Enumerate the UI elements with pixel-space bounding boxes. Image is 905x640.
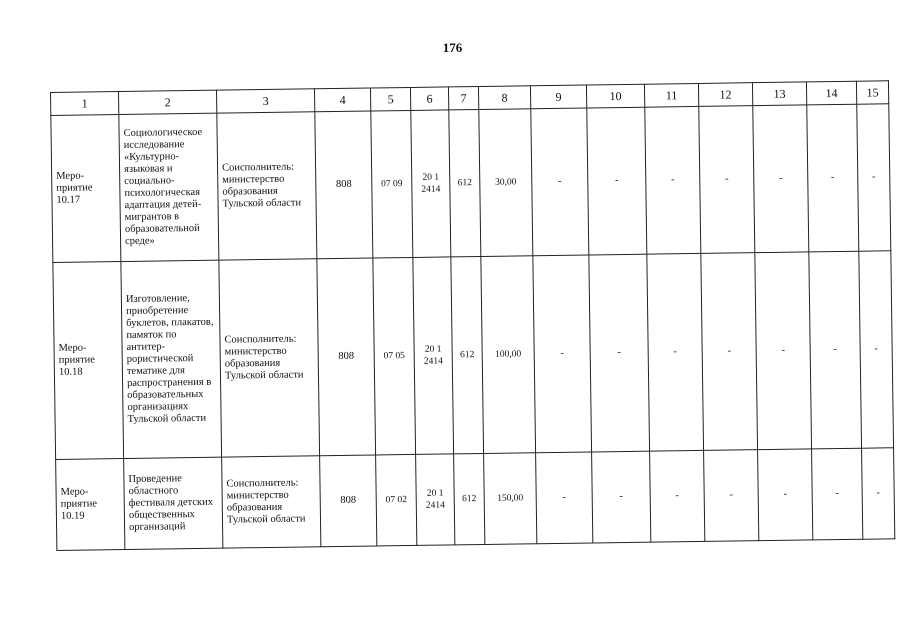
value-cell: -	[704, 450, 759, 542]
page-number: 176	[442, 40, 463, 55]
value-cell: -	[592, 451, 651, 543]
code-cell: 808	[320, 455, 377, 547]
executor-cell: Соисполнитель: министерство образования Тульской области	[217, 112, 317, 260]
section-cell: 07 05	[373, 257, 416, 455]
budget-table	[50, 80, 895, 551]
value-cell: -	[809, 251, 862, 449]
table-row	[56, 448, 895, 551]
value-cell: -	[647, 253, 704, 451]
description-cell: Изготовление, приобретение буклетов, плакатов, памяток по антитер-рористической тематике для распространения в образовательных организациях Тульской области	[121, 260, 222, 458]
table-row	[51, 104, 891, 263]
value-cell: -	[758, 449, 813, 541]
amount-cell: 150,00	[484, 453, 537, 545]
header-cell: 12	[698, 83, 752, 107]
measure-cell: Меро- приятие 10.17	[51, 115, 121, 263]
header-cell: 15	[856, 81, 888, 104]
type-cell: 612	[454, 453, 485, 544]
header-cell: 9	[530, 85, 586, 109]
value-cell: -	[812, 448, 863, 540]
target-cell: 20 1 2414	[413, 257, 454, 455]
header-cell: 3	[216, 89, 314, 113]
target-cell: 20 1 2414	[416, 454, 455, 546]
value-cell: -	[859, 251, 894, 448]
section-cell: 07 02	[376, 454, 417, 546]
value-cell: -	[531, 108, 589, 256]
header-cell: 6	[410, 87, 448, 111]
type-cell: 612	[449, 110, 481, 257]
value-cell: -	[753, 105, 809, 253]
description-cell: Социологическое исследование «Культурно-языковая и социально-психологическая адаптация детей-мигрантов в образовательной среде»	[119, 113, 219, 261]
header-cell: 13	[752, 82, 806, 106]
value-cell: -	[587, 107, 647, 255]
amount-cell: 100,00	[481, 256, 536, 454]
target-cell: 20 1 2414	[411, 110, 451, 258]
value-cell: -	[807, 104, 859, 252]
description-cell: Проведение областного фестиваля детских общественных организаций	[124, 457, 223, 549]
header-cell: 4	[314, 88, 370, 112]
measure-cell: Меро- приятие 10.18	[53, 262, 124, 460]
value-cell: -	[645, 106, 701, 254]
value-cell: -	[701, 253, 758, 451]
header-cell: 8	[478, 86, 530, 110]
header-cell: 11	[644, 83, 698, 107]
table-row	[53, 251, 894, 460]
value-cell: -	[755, 252, 812, 450]
code-cell: 808	[317, 258, 376, 456]
code-cell: 808	[315, 111, 373, 259]
measure-cell: Меро- приятие 10.19	[56, 459, 125, 551]
amount-cell: 30,00	[479, 109, 533, 257]
executor-cell: Соисполнитель: министерство образования Тульской области	[219, 259, 320, 457]
header-cell: 14	[806, 81, 856, 105]
section-cell: 07 09	[371, 110, 413, 258]
type-cell: 612	[451, 257, 484, 454]
value-cell: -	[699, 106, 755, 254]
executor-cell: Соисполнитель: министерство образования Тульской области	[222, 456, 321, 548]
value-cell: -	[862, 448, 895, 539]
value-cell: -	[650, 450, 705, 542]
value-cell: -	[533, 255, 592, 453]
header-cell: 5	[370, 87, 410, 111]
header-cell: 1	[51, 92, 119, 116]
header-cell: 2	[119, 90, 217, 114]
value-cell: -	[589, 254, 650, 452]
table-wrapper	[50, 80, 894, 551]
header-cell: 7	[448, 87, 478, 110]
value-cell: -	[536, 452, 593, 544]
value-cell: -	[857, 104, 891, 251]
header-cell: 10	[586, 84, 644, 108]
